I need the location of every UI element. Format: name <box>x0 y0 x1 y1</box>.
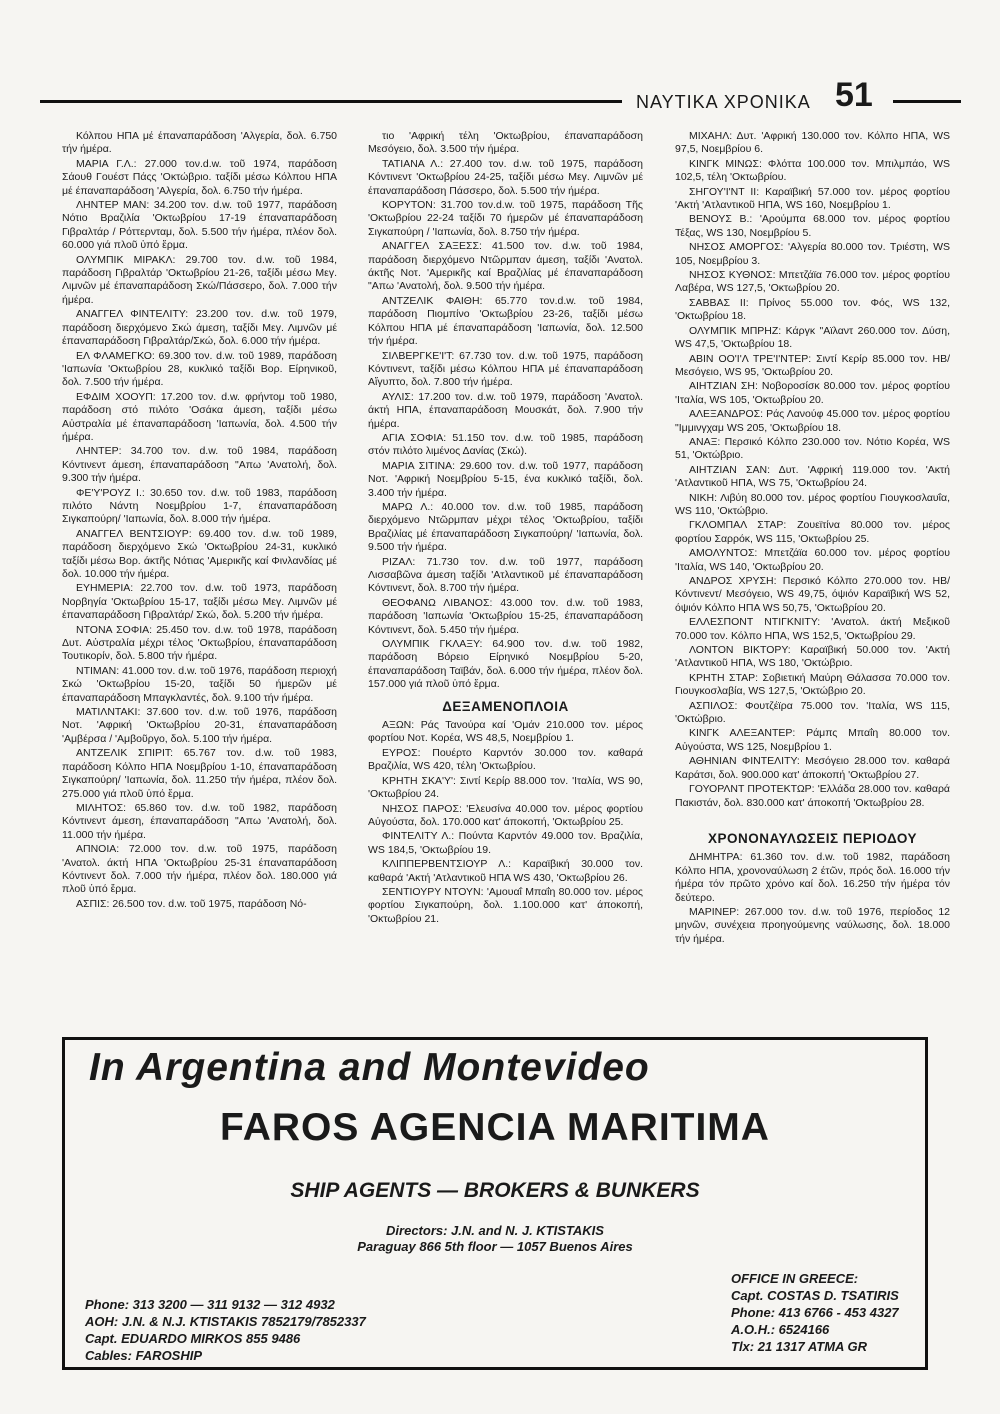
listing-entry: ΝΗΣΟΣ ΑΜΟΡΓΟΣ: 'Αλγερία 80.000 τον. Τριέστη, WS 105, Νοεμβρίου 3. <box>675 241 950 267</box>
listing-entry: ΚΙΝΓΚ ΑΛΕΞΑΝΤΕΡ: Ράμπς Μπαΐη 80.000 τον. Αὐγούστα, WS 125, Νοεμβρίου 1. <box>675 727 950 753</box>
column-2 <box>368 130 643 927</box>
ad-office-line: OFFICE IN GREECE: <box>731 1271 859 1286</box>
listing-entry: τιο 'Αφρική τέλη 'Οκτωβρίου, έπαναπαράδοση Μεσόγειο, δολ. 3.500 τήν ήμέρα. <box>368 130 643 156</box>
listing-entry: ΘΕΟΦΑΝΩ ΛΙΒΑΝΟΣ: 43.000 τον. d.w. τοῦ 1983, παράδοση 'Ιαπωνία 'Οκτωβρίου 15-25, έπαναπαράδοση Κόντινεντ, δολ. 5.450 τήν ήμέρα. <box>368 596 643 636</box>
ad-contact-line: AOH: J.N. & N.J. KTISTAKIS 7852179/7852337 <box>85 1314 366 1329</box>
listing-entry: ΑΝΑΓΓΕΛ ΣΑΞΕΣΣ: 41.500 τον. d.w. τοῦ 1984, παράδοση διερχόμενο Ντῶρμπαν άμεση, ταξίδι 'Ανατολ. άκτῆς Νοτ. 'Αμερικῆς καί Βραζιλίας μέ έπαναπαράδοση "Απω 'Ανατολή, δολ. 9.500 τήν ήμέρα. <box>368 240 643 293</box>
ad-office-line: A.O.H.: 6524166 <box>731 1322 830 1337</box>
listing-entry: ΦΙΝΤΕΛΙΤΥ Λ.: Πούντα Καρντόν 49.000 τον. Βραζιλία, WS 184,5, 'Οκτωβρίου 19. <box>368 830 643 856</box>
listing-entry: ΑΥΛΙΣ: 17.200 τον. d.w. τοῦ 1979, παράδοση 'Ανατολ. άκτή ΗΠΑ, έπαναπαράδοση Μουσκάτ, δολ. 7.900 τήν ήμέρα. <box>368 390 643 430</box>
listing-entry: ΑΓΙΑ ΣΟΦΙΑ: 51.150 τον. d.w. τοῦ 1985, παράδοση στόν πιλότο λιμένος Δανίας (Σκώ). <box>368 431 643 458</box>
listing-entry: ΜΑΡΙΑ Γ.Λ.: 27.000 τον.d.w. τοῦ 1974, παράδοση Σάουθ Γουέστ Πάςς 'Οκτώβριο. ταξίδι μέσω Κόλπου ΗΠΑ μέ έπαναπαράδοση 'Αλγερία, δολ. 6.750 τήν ήμέρα. <box>62 157 337 197</box>
section-title: ΔΕΞΑΜΕΝΟΠΛΟΙΑ <box>442 698 569 714</box>
ad-tagline: SHIP AGENTS — BROKERS & BUNKERS <box>290 1179 700 1202</box>
listing-entry: ΑΜΟΛΥΝΤΟΣ: Μπετζάϊα 60.000 τον. μέρος φορτίου 'Ιταλία, WS 140, 'Οκτωβρίου 20. <box>675 547 950 573</box>
ad-office-line: Tlx: 21 1317 ATMA GR <box>731 1339 868 1354</box>
listing-entry: ΑΝΤΖΕΛΙΚ ΣΠΙΡΙΤ: 65.767 τον. d.w. τοῦ 1983, παράδοση Κόλπο ΗΠΑ Νοεμβρίου 1-10, έπαναπαράδοση Σιγκαπούρη/ 'Ιαπωνία, δολ. 11.250 τήν ήμέρα, πλέον δολ. 275.000 γιά πλοῦ ὑπό ἔρμα. <box>62 747 337 800</box>
listing-entry: ΟΛΥΜΠΙΚ ΜΙΡΑΚΛ: 29.700 τον. d.w. τοῦ 1984, παράδοση Γιβραλτάρ 'Οκτωβρίου 21-26, ταξίδι μέσω Μεγ. Λιμνῶν μέ έπαναπαράδοση Σκώ/Πάσσερο, δολ. 7.000 τήν ήμέρα. <box>62 253 337 306</box>
listing-entry: ΜΙΛΗΤΟΣ: 65.860 τον. d.w. τοῦ 1982, παράδοση Κόντινεντ άμεση, έπαναπαράδοση "Απω 'Ανατολή, δολ. 11.000 τήν ήμέρα. <box>62 801 337 841</box>
ad-address: Paraguay 866 5th floor — 1057 Buenos Aires <box>357 1239 633 1254</box>
listing-entry: ΜΑΡΩ Λ.: 40.000 τον. d.w. τοῦ 1985, παράδοση διερχόμενο Ντῶρμπαν μέχρι τέλος 'Οκτωβρίου, ταξίδι Βραζιλίας μέ έπαναπαράδοση Σιγκαπούρη/ 'Ιαπωνία, δολ. 9.500 τήν ήμέρα. <box>368 500 643 554</box>
listing-entry: ΒΕΝΟΥΣ Β.: 'Αρούμπα 68.000 τον. μέρος φορτίου Τέξας, WS 130, Νοεμβρίου 5. <box>675 213 950 239</box>
column-1 <box>62 130 337 912</box>
listing-entry: Κόλπου ΗΠΑ μέ έπαναπαράδοση 'Αλγερία, δολ. 6.750 τήν ήμέρα. <box>62 130 337 156</box>
listing-entry: ΟΛΥΜΠΙΚ ΓΚΛΑΞΥ: 64.900 τον. d.w. τοῦ 1982, παράδοση Βόρειο Είρηνικό Νοεμβρίου 5-20, έπαναπαράδοση Ταϊβάν, δολ. 6.000 τήν ήμέρα, πλέον δολ. 157.000 γιά πλοῦ ὑπό ἔρμα. <box>368 638 643 691</box>
listing-entry: ΔΗΜΗΤΡΑ: 61.360 τον. d.w. τοῦ 1982, παράδοση Κόλπο ΗΠΑ, χρονοναύλωση 2 έτῶν, πρός δολ. 16.000 τήν ήμέρα τόν πρῶτο χρόνο καί δολ. 16.250 τήν ήμέρα τόν δεύτερο. <box>675 851 950 904</box>
listing-entry: ΑΣΠΙΛΟΣ: Φουτζέϊρα 75.000 τον. 'Ιταλία, WS 115, 'Οκτώβριο. <box>675 699 950 726</box>
ad-contact-line: Phone: 313 3200 — 311 9132 — 312 4932 <box>85 1297 335 1312</box>
listing-entry: ΜΑΤΙΛΝΤΑΚΙ: 37.600 τον. d.w. τοῦ 1976, παράδοση Νοτ. 'Αφρική 'Οκτωβρίου 20-31, έπαναπαράδοση 'Αμβέρσα / 'Αμβοῦργο, δολ. 5.100 τήν ήμέρα. <box>62 706 337 745</box>
listing-entry: ΑΝΑΓΓΕΛ ΒΕΝΤΣΙΟΥΡ: 69.400 τον. d.w. τοῦ 1989, παράδοση διερχόμενο Σκώ 'Οκτωβρίου 24-31, κυκλικό ταξίδι μέσω Βορ. άκτῆς Νότιας 'Αμερικῆς καί Φινλανδίας μέ δολ. 10.000 τήν ήμέρα. <box>62 527 337 580</box>
listing-entry: ΚΙΝΓΚ ΜΙΝΩΣ: Φλόττα 100.000 τον. Μπιλμπάο, WS 102,5, τέλη 'Οκτωβρίου. <box>675 157 950 184</box>
listing-entry: ΚΟΡΥΤΟΝ: 31.700 τον.d.w. τοῦ 1975, παράδοση Τῆς 'Οκτωβρίου 22-24 ταξίδι 70 ήμερῶν μέ έπαναπαράδοση Σιγκαπούρη / 'Ιαπωνία, δολ. 8.750 τήν ήμέρα. <box>368 199 643 238</box>
ad-contacts <box>85 1296 366 1364</box>
listing-entry: ΑΝΑΞ: Περσικό Κόλπο 230.000 τον. Νότιο Κορέα, WS 51, 'Οκτώβριο. <box>675 435 950 462</box>
listing-entry: ΕΛ ΦΛΑΜΕΓΚΟ: 69.300 τον. d.w. τοῦ 1989, παράδοση 'Ιαπωνία 'Οκτωβρίου 28, κυκλικό ταξίδι Βορ. Είρηνικοῦ, δολ. 7.500 τήν ήμέρα. <box>62 349 337 389</box>
listing-entry: ΜΙΧΑΗΛ: Δυτ. 'Αφρική 130.000 τον. Κόλπο ΗΠΑ, WS 97,5, Νοεμβρίου 6. <box>675 130 950 156</box>
listing-entry: ΝΙΚΗ: Λιβύη 80.000 τον. μέρος φορτίου Γιουγκοσλαυΐα, WS 110, 'Οκτώβριο. <box>675 491 950 517</box>
listing-entry: ΣΑΒΒΑΣ ΙΙ: Πρίνος 55.000 τον. Φός, WS 132, 'Οκτωβρίου 18. <box>675 296 950 323</box>
listing-entry: ΚΡΗΤΗ ΣΚΑ'Υ': Σιντί Κερίρ 88.000 τον. 'Ιταλία, WS 90, 'Οκτωβρίου 24. <box>368 774 643 801</box>
listing-entry: ΑΛΕΞΑΝΔΡΟΣ: Ράς Λανούφ 45.000 τον. μέρος φορτίου "Ιμμινγχαμ WS 205, 'Οκτωβρίου 18. <box>675 408 950 434</box>
listing-entry: ΑΙΗΤΖΙΑΝ ΣΗ: Νοβοροσίσκ 80.000 τον. μέρος φορτίου 'Ιταλία, WS 105, 'Οκτωβρίου 20. <box>675 380 950 406</box>
ad-headline: In Argentina and Montevideo <box>89 1046 650 1089</box>
page-number: 51 <box>835 76 873 114</box>
ad-office-greece <box>731 1270 899 1355</box>
listing-entry: ΣΕΝΤΙΟΥΡΥ ΝΤΟΥΝ: 'Αμουαΐ Μπαΐη 80.000 τον. μέρος φορτίου Σιγκαπούρη, δολ. 1.100.000 κατ' άποκοπή, 'Οκτωβρίου 21. <box>368 885 643 925</box>
ad-contact-line: Cables: FAROSHIP <box>85 1348 203 1363</box>
ad-office-line: Phone: 413 6766 - 453 4327 <box>731 1305 899 1320</box>
listing-entry: ΓΚΛΟΜΠΑΛ ΣΤΑΡ: Ζουεϊτίνα 80.000 τον. μέρος φορτίου Σαρρόκ, WS 115, 'Οκτωβρίου 25. <box>675 519 950 545</box>
ad-directors: Directors: J.N. and N. J. KTISTAKIS <box>386 1223 604 1238</box>
listing-entry: ΑΞΩΝ: Ράς Τανούρα καί 'Ομάν 210.000 τον. μέρος φορτίου Νοτ. Κορέα, WS 48,5, Νοεμβρίου 1. <box>368 719 643 745</box>
ad-contact-line: Capt. EDUARDO MIRKOS 855 9486 <box>85 1331 301 1346</box>
listing-entry: ΛΗΝΤΕΡ: 34.700 τον. d.w. τοῦ 1984, παράδοση Κόντινεντ άμεση, έπαναπαράδοση "Απω 'Ανατολή, δολ. 9.300 τήν ήμέρα. <box>62 445 337 485</box>
listing-entry: ΚΛΙΠΠΕΡΒΕΝΤΣΙΟΥΡ Λ.: Καραϊβική 30.000 τον. καθαρά 'Ακτή 'Ατλαντικοῦ ΗΠΑ WS 430, 'Οκτωβρίου 26. <box>368 858 643 884</box>
listing-entry: ΓΟΥΟΡΛΝΤ ΠΡΟΤΕΚΤΩΡ: 'Ελλάδα 28.000 τον. καθαρά Πακιστάν, δολ. 830.000 κατ' άποκοπή 'Οκτωβρίου 28. <box>675 783 950 809</box>
listing-entry: ΕΥΡΟΣ: Πουέρτο Καρντόν 30.000 τον. καθαρά Βραζιλία, WS 420, τέλη 'Οκτωβρίου. <box>368 746 643 773</box>
listing-entry: ΕΦΔΙΜ ΧΟΟΥΠ: 17.200 τον. d.w. φρήντομ τοῦ 1980, παράδοση στό πιλότο 'Οσάκα άμεση, ταξίδι μέσω Αὐστραλία μέ έπαναπαράδοση 'Ιαπωνία, δολ. 4.500 τήν ήμέρα. <box>62 390 337 443</box>
section-title: ΧΡΟΝΟΝΑΥΛΩΣΕΙΣ ΠΕΡΙΟΔΟΥ <box>708 830 917 846</box>
listing-entry: ΝΤΟΝΑ ΣΟΦΙΑ: 25.450 τον. d.w. τοῦ 1978, παράδοση Δυτ. Αὐστραλία μέχρι τέλος 'Οκτωβρίου, έπαναπαράδοση Τουτικορίν, δολ. 5.800 τήν ήμέρα. <box>62 623 337 663</box>
listing-entry: ΝΗΣΟΣ ΠΑΡΟΣ: 'Ελευσίνα 40.000 τον. μέρος φορτίου Αὐγούστα, δολ. 170.000 κατ' άποκοπή, 'Οκτωβρίου 25. <box>368 802 643 828</box>
listing-entry: ΚΡΗΤΗ ΣΤΑΡ: Σοβιετική Μαύρη Θάλασσα 70.000 τον. Γιουγκοσλαβία, WS 127,5, 'Οκτώβριο 20. <box>675 671 950 698</box>
listing-entry: ΣΙΛΒΕΡΓΚΕ'Ι'Τ: 67.730 τον. d.w. τοῦ 1975, παράδοση Κόντινεντ, ταξίδι μέσω Κόλπου ΗΠΑ μέ έπαναπαράδοση Αἴγυπτο, δολ. 7.800 τήν ήμέρα. <box>368 349 643 389</box>
listing-entry: ΕΥΗΜΕΡΙΑ: 22.700 τον. d.w. τοῦ 1973, παράδοση Νορβηγία 'Οκτωβρίου 15-17, ταξίδι μέσω Μεγ. Λιμνῶν μέ έπαναπαράδοση Γιβραλτάρ/ Σκώ, δολ. 5.200 τήν ήμέρα. <box>62 582 337 622</box>
advertisement-box <box>62 1037 928 1370</box>
column-3 <box>675 130 950 947</box>
listing-entry: ΑΣΠΙΣ: 26.500 τον. d.w. τοῦ 1975, παράδοση Νό- <box>76 897 307 910</box>
publication-title: ΝΑΥΤΙΚΑ ΧΡΟΝΙΚΑ <box>636 92 811 112</box>
header-rule-left <box>40 100 622 103</box>
listing-entry: ΝΤΙΜΑΝ: 41.000 τον. d.w. τοῦ 1976, παράδοση περιοχή Σκώ 'Οκτωβρίου 15-20, ταξίδι 50 ήμερῶν μέ έπαναπαράδοση Μπαγκλαντές, δολ. 9.100 τήν ήμέρα. <box>62 664 337 704</box>
listing-entry: ΑΠΝΟΙΑ: 72.000 τον. d.w. τοῦ 1975, παράδοση 'Ανατολ. άκτή ΗΠΑ 'Οκτωβρίου 25-31 έπαναπαράδοση Κόντινεντ δολ. 7.000 τήν ήμέρα, πλέον δολ. 180.000 γιά πλοῦ ὑπό ἔρμα. <box>62 843 337 896</box>
listing-entry: ΡΙΖΑΛ: 71.730 τον. d.w. τοῦ 1977, παράδοση Λισσαβῶνα άμεση ταξίδι 'Ατλαντικοῦ μέ έπαναπαράδοση Κόντινεντ, δολ. 8.700 τήν ήμέρα. <box>368 555 643 595</box>
listing-entry: ΑΝΔΡΟΣ ΧΡΥΣΗ: Περσικό Κόλπο 270.000 τον. ΗΒ/Κόντινεντ/ Μεσόγειο, WS 49,75, όψιόν Καραϊβική WS 52, όψιόν Κόλπο ΗΠΑ WS 50,75, 'Οκτωβρίου 20. <box>675 575 950 614</box>
ad-office-line: Capt. COSTAS D. TSATIRIS <box>731 1288 899 1303</box>
listing-entry: ΑΙΗΤΖΙΑΝ ΣΑΝ: Δυτ. 'Αφρική 119.000 τον. 'Ακτή 'Ατλαντικοῦ ΗΠΑ, WS 75, 'Οκτωβρίου 24. <box>675 463 950 490</box>
ad-company-name: FAROS AGENCIA MARITIMA <box>220 1106 770 1149</box>
listing-entry: ΣΗΓΟΥ'Ι'ΝΤ ΙΙ: Καραϊβική 57.000 τον. μέρος φορτίου 'Ακτή 'Ατλαντικοῦ ΗΠΑ, WS 160, Νοεμβρίου 1. <box>675 185 950 212</box>
listing-entry: ΑΝΤΖΕΛΙΚ ΦΑΙΘΗ: 65.770 τον.d.w. τοῦ 1984, παράδοση Πιομπίνο 'Οκτωβρίου 23-26, ταξίδι μέσω Κόλπου ΗΠΑ μέ έπαναπαράδοση 'Ιαπωνία, δολ. 12.500 τήν ήμέρα. <box>368 294 643 348</box>
listing-entry: ΕΛΛΕΣΠΟΝΤ ΝΤΙΓΚΝΙΤΥ: 'Ανατολ. άκτή Μεξικοῦ 70.000 τον. Κόλπο ΗΠΑ, WS 152,5, 'Οκτωβρίου 29. <box>675 616 950 642</box>
listing-entry: ΦΕ'Υ'ΡΟΥΖ Ι.: 30.650 τον. d.w. τοῦ 1983, παράδοση πιλότο Νάντη Νοεμβρίου 1-7, έπαναπαράδοση Σιγκαπούρη/ 'Ιαπωνία, δολ. 8.000 τήν ήμέρα. <box>62 486 337 526</box>
listing-entry: ΑΘΗΝΙΑΝ ΦΙΝΤΕΛΙΤΥ: Μεσόγειο 28.000 τον. καθαρά Καράτσι, δολ. 900.000 κατ' άποκοπή 'Οκτωβρίου 27. <box>675 755 950 781</box>
header-rule-right <box>893 100 961 103</box>
listing-entry: ΤΑΤΙΑΝΑ Λ.: 27.400 τον. d.w. τοῦ 1975, παράδοση Κόντινεντ 'Οκτωβρίου 24-25, ταξίδι μέσω Μεγ. Λιμνῶν μέ έπαναπαράδοση Πάσσερο, δολ. 5.500 τήν ήμέρα. <box>368 157 643 197</box>
listing-entry: ΝΗΣΟΣ ΚΥΘΝΟΣ: Μπετζάϊα 76.000 τον. μέρος φορτίου Λαβέρα, WS 127,5, 'Οκτωβρίου 20. <box>675 269 950 295</box>
listing-entry: ΜΑΡΙΝΕΡ: 267.000 τον. d.w. τοῦ 1976, περίοδος 12 μηνῶν, συνέχεια προηγούμενης ναύλωσης, δολ. 18.000 τήν ήμέρα. <box>675 905 950 945</box>
listing-entry: ΛΟΝΤΟΝ ΒΙΚΤΟΡΥ: Καραϊβική 50.000 τον. 'Ακτή 'Ατλαντικοῦ ΗΠΑ, WS 180, 'Οκτώβριο. <box>675 644 950 670</box>
listing-entry: ΑΝΑΓΓΕΛ ΦΙΝΤΕΛΙΤΥ: 23.200 τον. d.w. τοῦ 1979, παράδοση διερχόμενο Σκώ άμεση, ταξίδι Μεγ. Λιμνῶν μέ έπαναπαράδοση Γιβραλτάρ/Σκώ, δολ. 6.000 τήν ήμέρα. <box>62 308 337 348</box>
listing-entry: ΟΛΥΜΠΙΚ ΜΠΡΗΖ: Κάργκ "Αϊλαντ 260.000 τον. Δύση, WS 47,5, 'Οκτωβρίου 18. <box>675 324 950 351</box>
listing-entry: ΛΗΝΤΕΡ ΜΑΝ: 34.200 τον. d.w. τοῦ 1977, παράδοση Νότιο Βραζιλία 'Οκτωβρίου 17-19 έπαναπαράδοση Γιβραλτάρ / Ρόττερνταμ, δολ. 5.500 τήν ήμέρα, πλέον δολ. 60.000 γιά πλοῦ ὑπό ἔρμα. <box>62 199 337 252</box>
listing-entry: ΜΑΡΙΑ ΣΙΤΙΝΑ: 29.600 τον. d.w. τοῦ 1977, παράδοση Νοτ. 'Αφρική Νοεμβρίου 5-15, ένα κυκλικό ταξίδι, δολ. 3.400 τήν ήμέρα. <box>368 459 643 499</box>
listing-entry: ΑΒΙΝ ΟΟ'Ι'Λ ΤΡΕ'Ι'ΝΤΕΡ: Σιντί Κερίρ 85.000 τον. ΗΒ/Μεσόγειο, WS 95, 'Οκτωβρίου 20. <box>675 352 950 378</box>
